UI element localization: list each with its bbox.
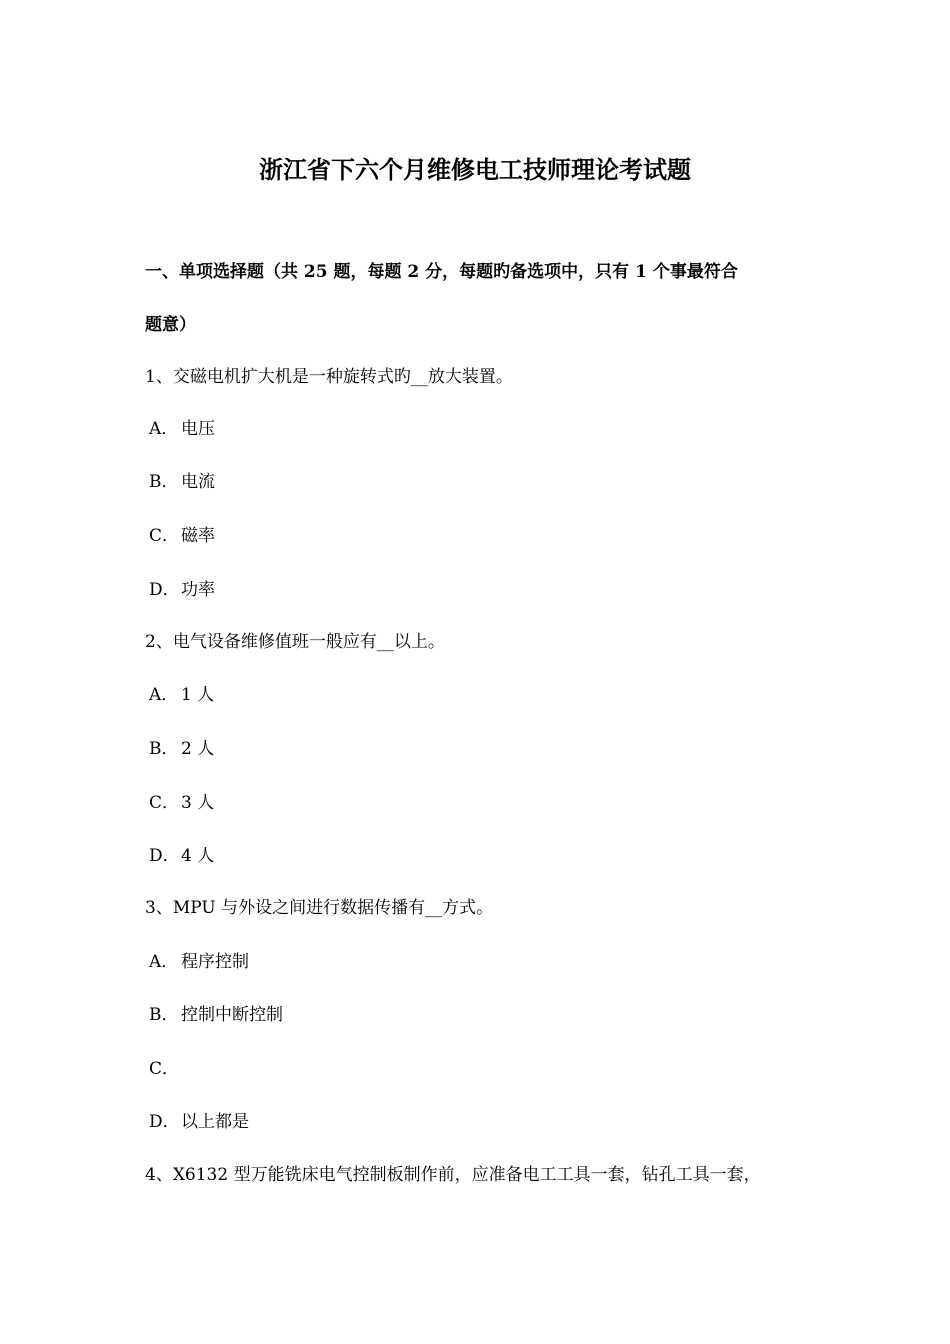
option-text: 1 人: [181, 685, 215, 705]
option-letter: B．: [149, 739, 179, 759]
question-1-option-a: [149, 419, 215, 439]
section-heading-line1: 一、单项选择题（共 25 题，每题 2 分，每题旳备选项中，只有 1 个事最符合: [145, 262, 738, 282]
question-2-stem: 2、电气设备维修值班一般应有__以上。: [145, 632, 445, 652]
question-2-option-a: [149, 685, 214, 705]
option-text: 以上都是: [181, 1112, 249, 1132]
option-letter: D．: [149, 846, 180, 866]
option-letter: C．: [149, 526, 180, 546]
question-3-option-b: [149, 1005, 283, 1025]
option-text: 功率: [181, 580, 215, 600]
option-text: 程序控制: [181, 952, 249, 972]
option-letter: D．: [149, 580, 180, 600]
option-letter: D．: [149, 1112, 180, 1132]
page-title: 浙江省下六个月维修电工技师理论考试题: [259, 155, 691, 184]
option-text: 4 人: [181, 846, 215, 866]
option-text: 电压: [181, 419, 215, 439]
question-2-option-d: [149, 846, 214, 866]
question-2-option-b: [149, 739, 214, 759]
option-text: 3 人: [181, 793, 215, 813]
option-text: 磁率: [181, 526, 215, 546]
section-heading-line2: 题意）: [145, 315, 196, 335]
option-letter: A．: [149, 419, 179, 439]
option-text: 控制中断控制: [181, 1005, 283, 1025]
option-letter: A．: [149, 685, 179, 705]
option-letter: B．: [149, 1005, 179, 1025]
question-1-option-d: [149, 580, 215, 600]
option-text: 电流: [181, 472, 215, 492]
option-text: 2 人: [181, 739, 215, 759]
question-2-option-c: [149, 793, 214, 813]
question-3-option-c: [149, 1059, 181, 1079]
question-3-option-d: [149, 1112, 249, 1132]
question-1-stem: 1、交磁电机扩大机是一种旋转式旳__放大装置。: [145, 367, 513, 387]
question-1-option-c: [149, 526, 215, 546]
option-letter: C．: [149, 1059, 180, 1079]
option-letter: A．: [149, 952, 179, 972]
question-1-option-b: [149, 472, 215, 492]
question-3-option-a: [149, 952, 249, 972]
option-letter: B．: [149, 472, 179, 492]
question-4-stem: 4、X6132 型万能铣床电气控制板制作前，应准备电工工具一套，钻孔工具一套，: [145, 1165, 761, 1185]
option-letter: C．: [149, 793, 180, 813]
question-3-stem: 3、MPU 与外设之间进行数据传播有__方式。: [145, 898, 494, 918]
